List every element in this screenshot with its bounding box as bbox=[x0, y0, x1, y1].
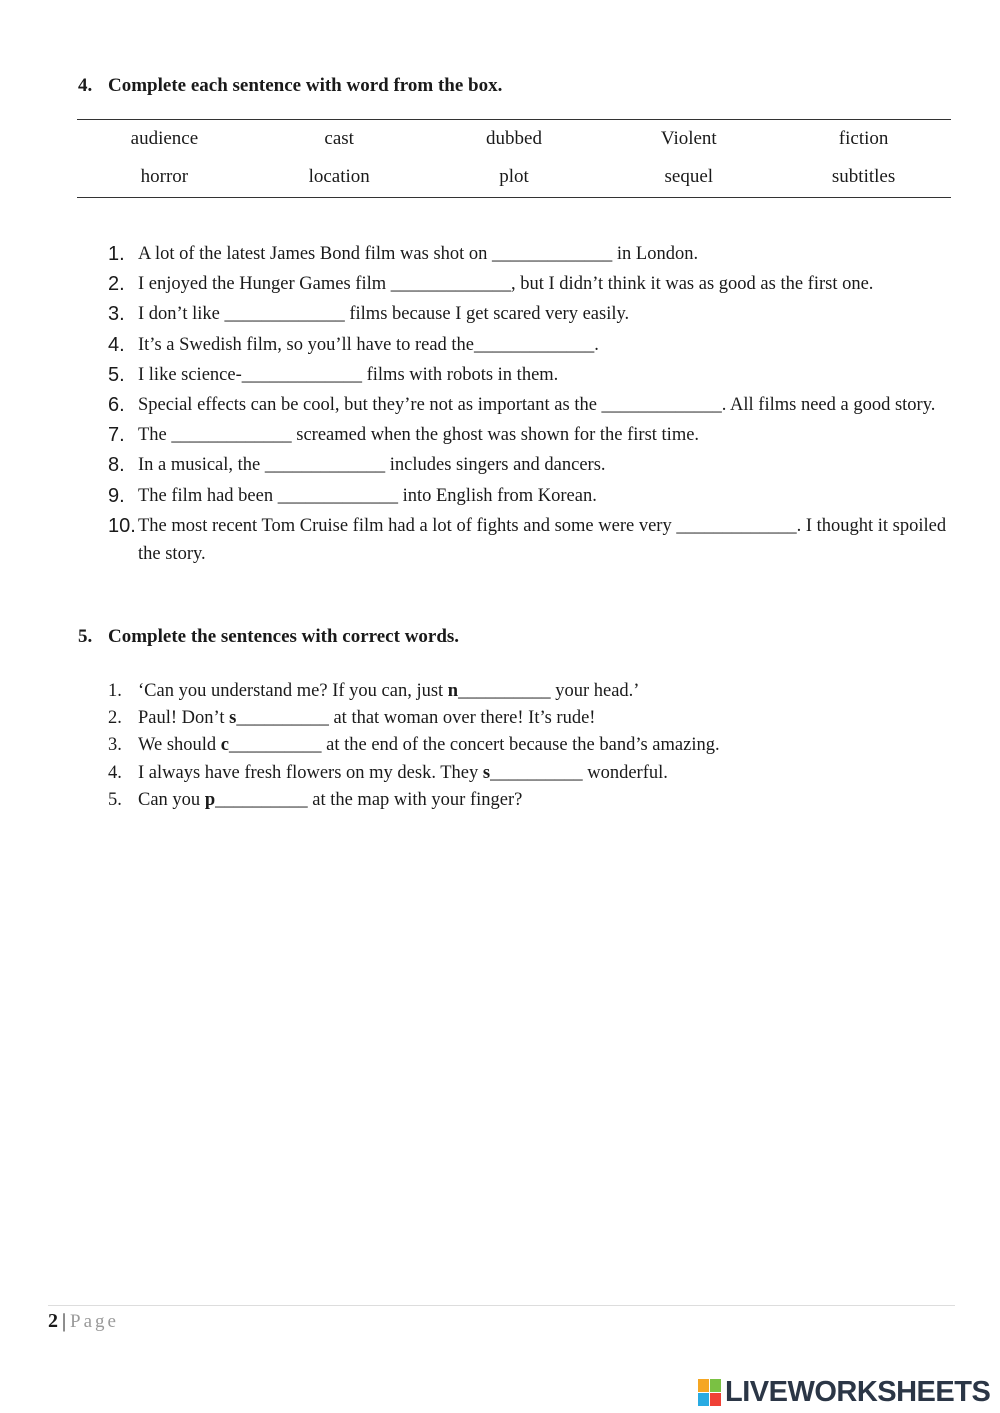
sentence-text: I don’t like _____________ films because I get scared very easily. bbox=[138, 304, 630, 325]
item-number: 4. bbox=[108, 333, 125, 356]
sentence-start: I always have fresh flowers on my desk. They bbox=[138, 762, 483, 783]
sentence-start: ‘Can you understand me? If you can, just bbox=[138, 681, 448, 701]
word-box-item: Violent bbox=[660, 128, 717, 149]
word-box-item: fiction bbox=[838, 128, 889, 149]
sentence-start: Can you bbox=[138, 789, 205, 810]
list-item bbox=[0, 451, 952, 479]
first-letter-hint: c bbox=[220, 735, 229, 756]
list-item bbox=[0, 732, 952, 759]
section-title: Complete each sentence with word from the box. bbox=[108, 75, 503, 96]
sentence-start: Paul! Don’t bbox=[138, 708, 230, 729]
list-item bbox=[0, 391, 952, 419]
word-box-item: audience bbox=[130, 128, 199, 149]
first-letter-hint: p bbox=[204, 789, 216, 810]
sentence-text: The most recent Tom Cruise film had a lot of fights and some were very _____________. I thought it spoiled the story. bbox=[138, 515, 947, 564]
word-box-item: dubbed bbox=[486, 128, 542, 149]
list-item bbox=[0, 300, 952, 328]
footer-divider bbox=[48, 1305, 955, 1306]
brand-name: LIVEWORKSHEETS bbox=[725, 1376, 991, 1408]
item-number: 1. bbox=[108, 243, 125, 265]
item-number: 7. bbox=[108, 424, 125, 447]
sentence-end: __________ at that woman over there! It’s rude! bbox=[236, 708, 596, 729]
word-box bbox=[77, 119, 951, 198]
word-box-item: cast bbox=[324, 128, 354, 149]
list-item bbox=[0, 361, 952, 389]
section-number: 5. bbox=[78, 626, 93, 647]
list-item bbox=[0, 331, 952, 359]
exercise-4-list bbox=[0, 240, 952, 570]
item-number: 5. bbox=[108, 789, 122, 810]
item-number: 8. bbox=[108, 454, 125, 477]
sentence-end: __________ your head.’ bbox=[458, 681, 640, 701]
item-number: 5. bbox=[108, 363, 125, 386]
word-box-item: plot bbox=[499, 166, 529, 187]
page-footer bbox=[48, 1310, 119, 1333]
sentence-end: __________ at the map with your finger? bbox=[215, 789, 523, 810]
item-number: 2. bbox=[108, 273, 125, 296]
item-number: 1. bbox=[108, 681, 122, 701]
word-box-row bbox=[77, 120, 951, 158]
first-letter-hint: n bbox=[447, 681, 459, 701]
item-number: 9. bbox=[108, 484, 125, 507]
list-item bbox=[0, 482, 952, 510]
list-item bbox=[0, 760, 952, 787]
list-item bbox=[0, 787, 952, 814]
sentence-end: __________ at the end of the concert because the band’s amazing. bbox=[229, 735, 720, 756]
word-box-item: horror bbox=[140, 166, 189, 187]
list-item bbox=[0, 421, 952, 449]
section-4-heading bbox=[78, 75, 502, 97]
page-label: Page bbox=[70, 1311, 119, 1332]
word-box-row bbox=[77, 158, 951, 196]
sentence-end: __________ wonderful. bbox=[490, 762, 668, 783]
sentence-text: I enjoyed the Hunger Games film _____________, but I didn’t think it was as good as the first one. bbox=[138, 274, 874, 295]
list-item bbox=[0, 240, 952, 268]
item-number: 3. bbox=[108, 303, 125, 326]
exercise-5-list bbox=[0, 678, 952, 814]
item-number: 6. bbox=[108, 393, 125, 416]
item-number: 4. bbox=[108, 762, 122, 783]
sentence-text: A lot of the latest James Bond film was shot on _____________ in London. bbox=[138, 244, 699, 264]
word-box-item: location bbox=[308, 166, 370, 187]
liveworksheets-logo-icon bbox=[698, 1379, 721, 1406]
item-number: 3. bbox=[108, 735, 122, 756]
sentence-start: We should bbox=[138, 735, 221, 756]
sentence-text: Special effects can be cool, but they’re not as important as the _____________. All films need a good story. bbox=[138, 394, 936, 415]
word-box-item: subtitles bbox=[831, 166, 896, 187]
sentence-text: In a musical, the _____________ includes singers and dancers. bbox=[138, 455, 606, 476]
list-item bbox=[0, 512, 952, 568]
sentence-text: The _____________ screamed when the ghost was shown for the first time. bbox=[138, 425, 700, 446]
item-number: 10. bbox=[108, 514, 136, 537]
word-box-item: sequel bbox=[664, 166, 714, 187]
first-letter-hint: s bbox=[482, 762, 491, 783]
section-number: 4. bbox=[78, 75, 93, 96]
item-number: 2. bbox=[108, 708, 122, 729]
page-number: 2 bbox=[48, 1310, 58, 1332]
list-item bbox=[0, 705, 952, 732]
first-letter-hint: s bbox=[229, 708, 237, 729]
footer-separator: | bbox=[62, 1310, 67, 1332]
list-item bbox=[0, 678, 952, 705]
section-title: Complete the sentences with correct words. bbox=[108, 626, 460, 647]
sentence-text: The film had been _____________ into English from Korean. bbox=[138, 485, 597, 506]
section-5-heading bbox=[78, 626, 459, 648]
liveworksheets-brand bbox=[698, 1376, 990, 1409]
sentence-text: It’s a Swedish film, so you’ll have to read the_____________. bbox=[138, 334, 599, 355]
sentence-text: I like science-_____________ films with robots in them. bbox=[138, 364, 559, 385]
list-item bbox=[0, 270, 952, 298]
